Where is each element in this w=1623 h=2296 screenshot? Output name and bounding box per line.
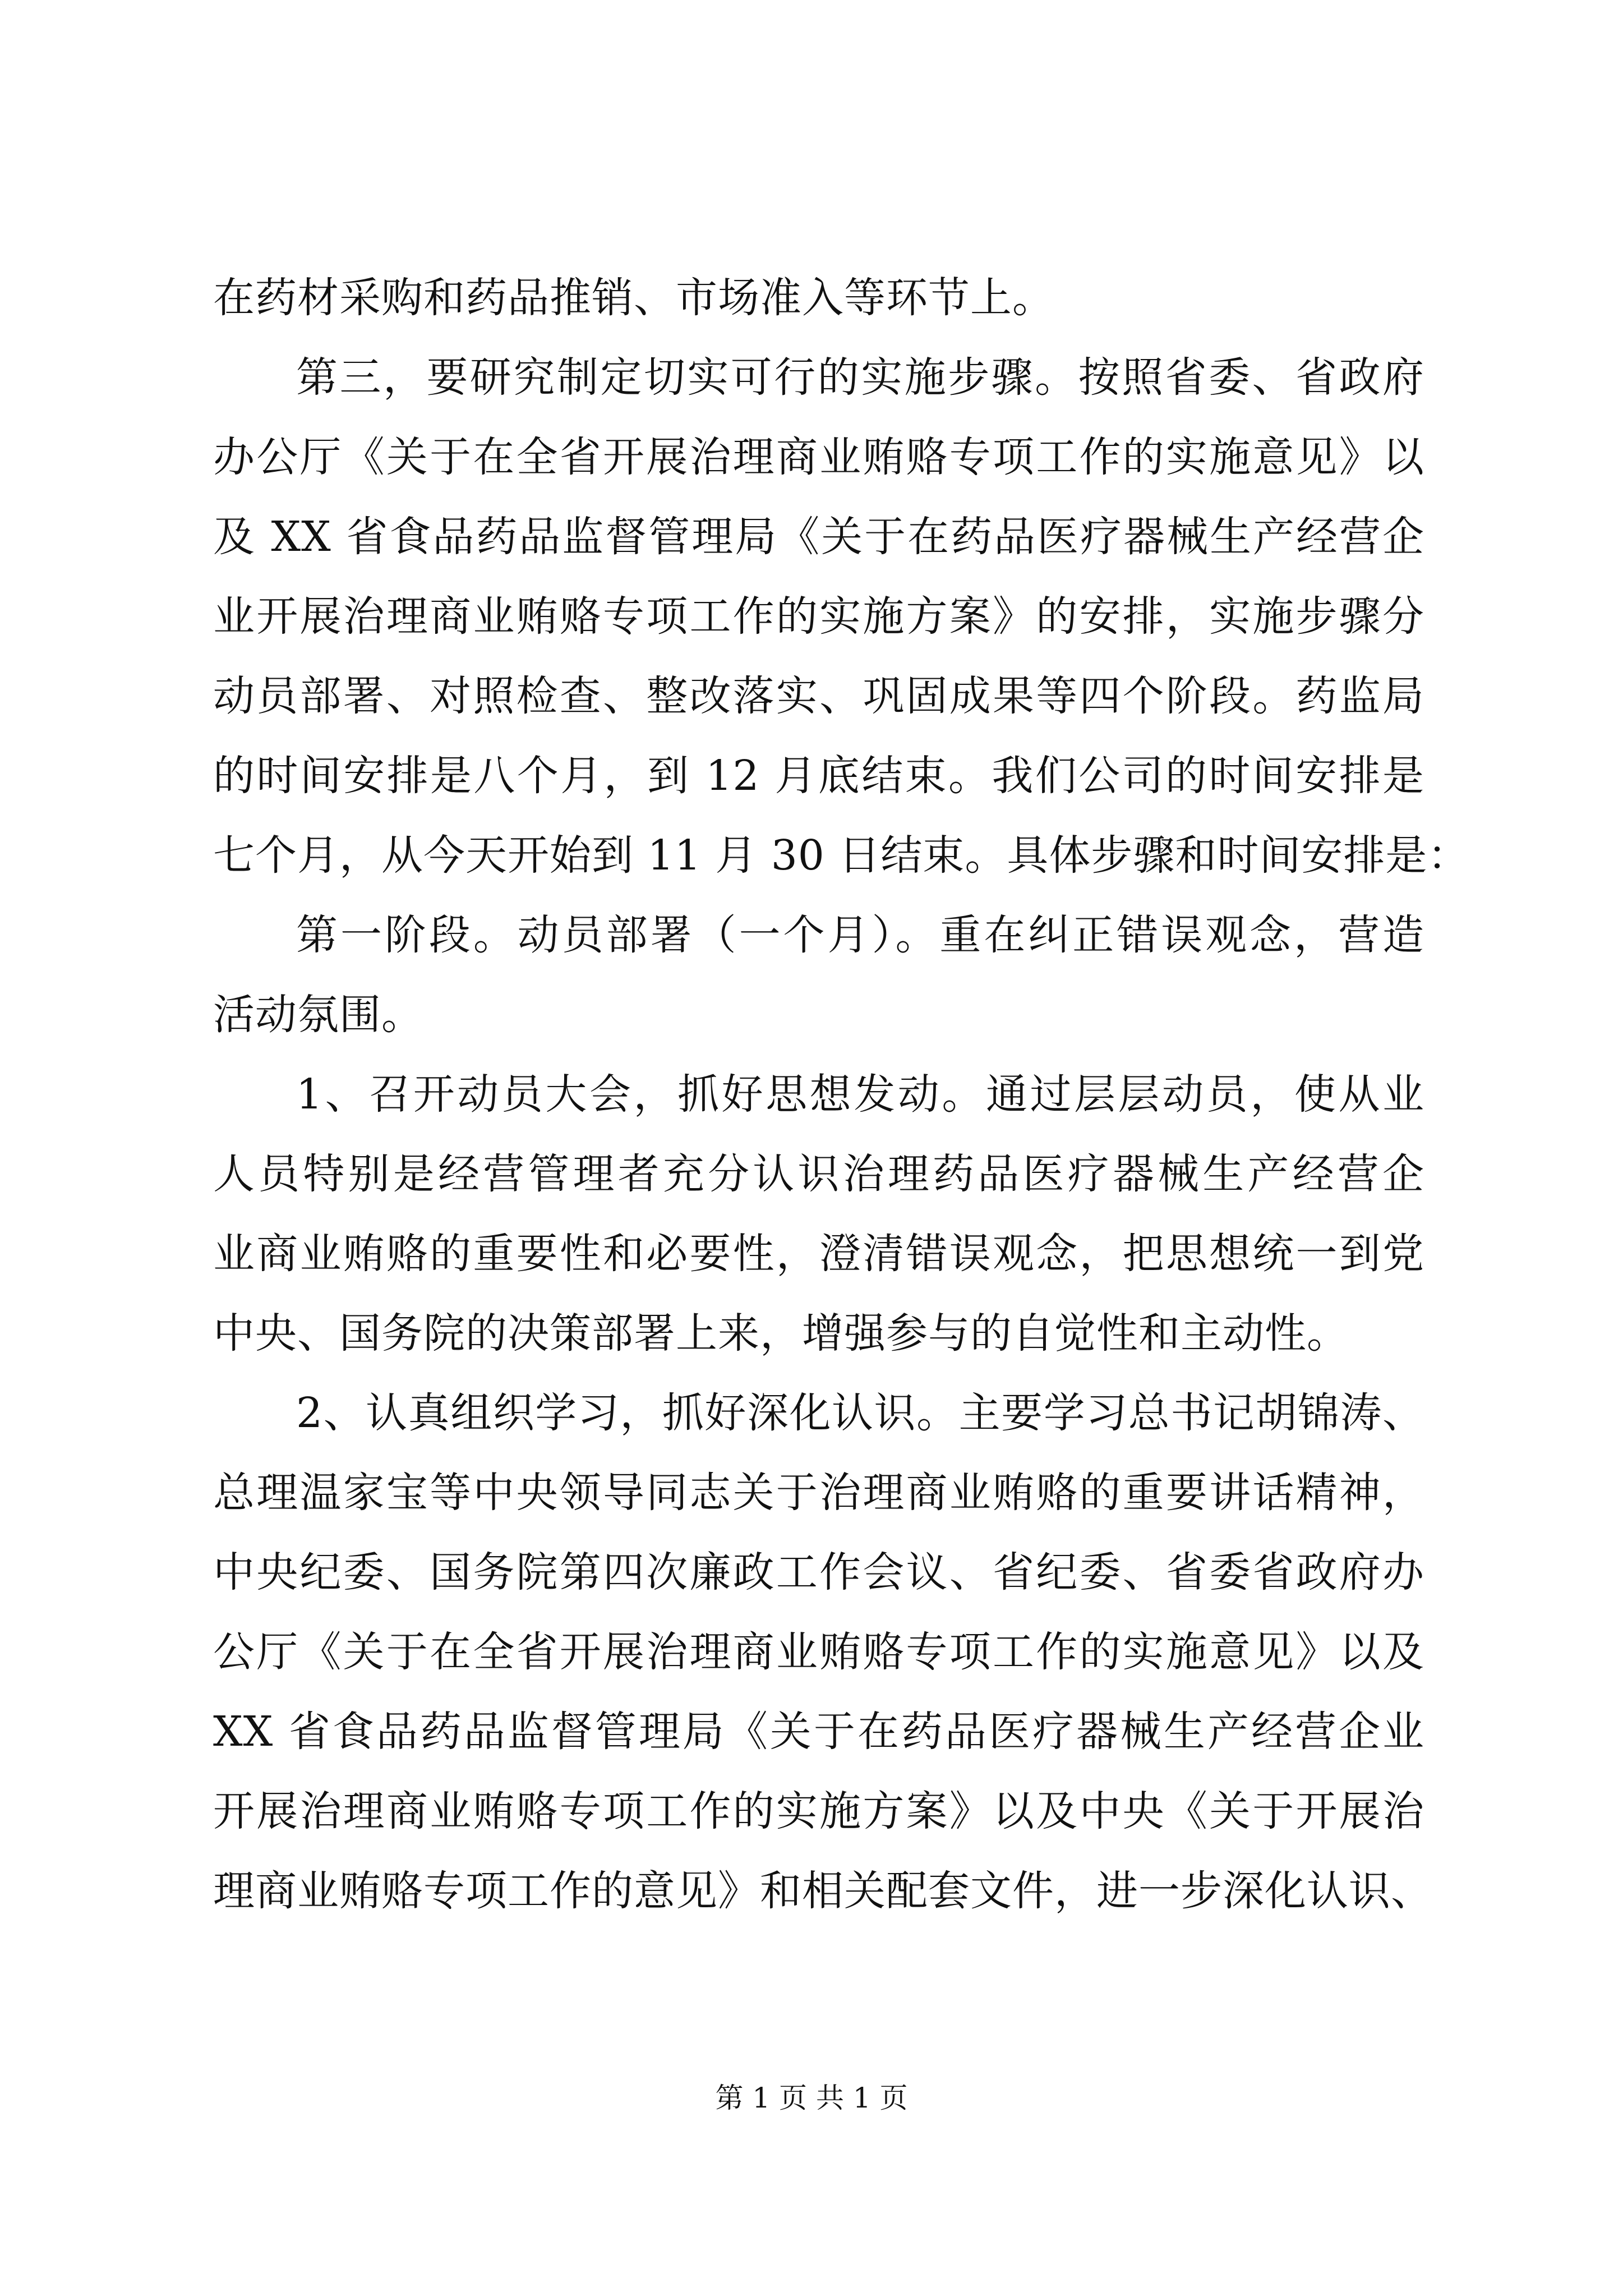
text-line: XX 省食品药品监督管理局《关于在药品医疗器械生产经营企业 — [213, 1708, 1424, 1756]
paragraph-first-line: 第一阶段。动员部署（一个月）。重在纠正错误观念，营造 — [296, 911, 1424, 959]
text-line: 动员部署、对照检查、整改落实、巩固成果等四个阶段。药监局 — [213, 672, 1424, 720]
document-body — [213, 258, 1470, 1931]
text-line: 业开展治理商业贿赂专项工作的实施方案》的安排，实施步骤分 — [213, 592, 1424, 641]
text-line: 中央、国务院的决策部署上来，增强参与的自觉性和主动性。 — [213, 1309, 1349, 1358]
paragraph-first-line: 第三，要研究制定切实可行的实施步骤。按照省委、省政府 — [296, 353, 1424, 402]
text-line: 开展治理商业贿赂专项工作的实施方案》以及中央《关于开展治 — [213, 1787, 1424, 1835]
text-line: 及 XX 省食品药品监督管理局《关于在药品医疗器械生产经营企 — [213, 513, 1424, 561]
paragraph-first-line: 2、认真组织学习，抓好深化认识。主要学习总书记胡锦涛、 — [296, 1389, 1424, 1437]
text-line: 业商业贿赂的重要性和必要性，澄清错误观念，把思想统一到党 — [213, 1230, 1424, 1278]
text-line: 公厅《关于在全省开展治理商业贿赂专项工作的实施意见》以及 — [213, 1628, 1424, 1676]
text-line: 总理温家宝等中央领导同志关于治理商业贿赂的重要讲话精神， — [213, 1469, 1424, 1517]
text-line: 中央纪委、国务院第四次廉政工作会议、省纪委、省委省政府办 — [213, 1548, 1424, 1596]
page-number-footer: 第 1 页 共 1 页 — [715, 2082, 908, 2114]
text-line: 七个月，从今天开始到 11 月 30 日结束。具体步骤和时间安排是： — [213, 831, 1470, 880]
text-line: 理商业贿赂专项工作的意见》和相关配套文件，进一步深化认识、 — [213, 1867, 1433, 1915]
text-line: 活动氛围。 — [213, 991, 423, 1039]
text-line: 在药材采购和药品推销、市场准入等环节上。 — [213, 274, 1054, 322]
text-line: 办公厅《关于在全省开展治理商业贿赂专项工作的实施意见》以 — [213, 433, 1424, 481]
paragraph-first-line: 1、召开动员大会，抓好思想发动。通过层层动员，使从业 — [296, 1070, 1424, 1119]
text-line: 的时间安排是八个月，到 12 月底结束。我们公司的时间安排是 — [213, 752, 1424, 800]
text-line: 人员特别是经营管理者充分认识治理药品医疗器械生产经营企 — [213, 1150, 1424, 1198]
